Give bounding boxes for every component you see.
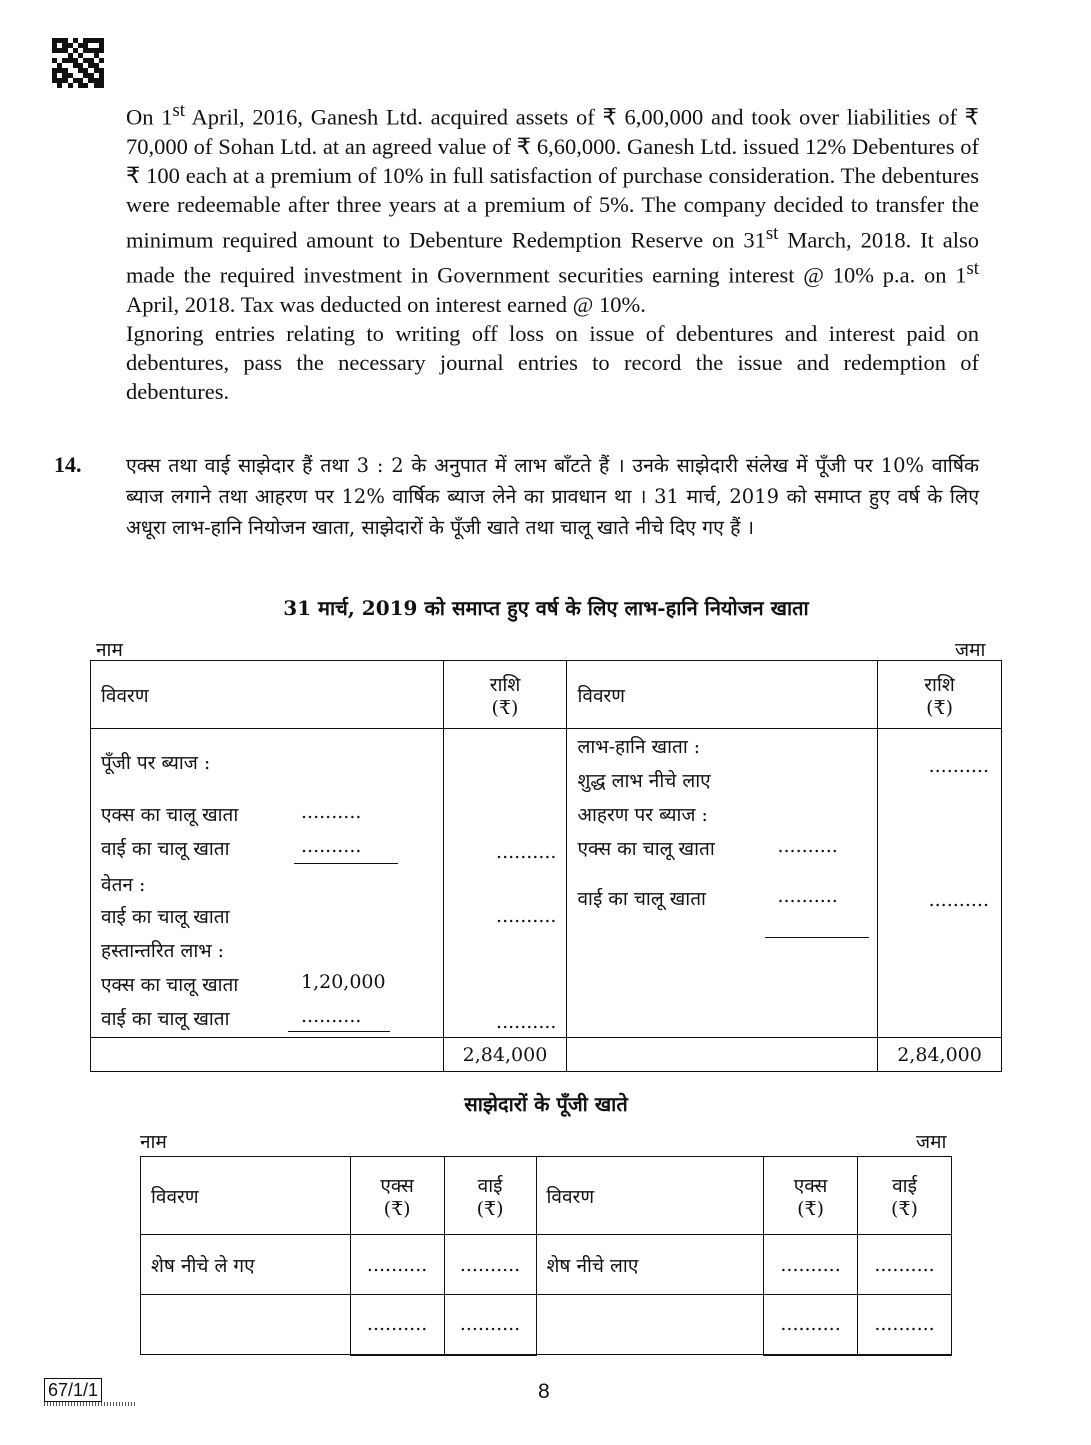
capital-accounts-table	[140, 1156, 952, 1356]
table-row	[141, 1235, 952, 1295]
drawings-subtotal: ..........	[928, 889, 989, 911]
transfer-x-label: एक्स का चालू खाता	[101, 974, 239, 996]
underline	[294, 863, 398, 864]
underline	[288, 1031, 390, 1032]
pl-account-title: 31 मार्च, 2019 को समाप्त हुए वर्ष के लिए लाभ-हानि नियोजन खाता	[283, 596, 809, 620]
q13-paragraph-2: Ignoring entries relating to writing off loss on issue of debentures and interest paid on debentures, pass the necessary journal entries to record the issue and redemption of debentures.	[126, 320, 979, 404]
header-particulars-left: विवरण	[91, 661, 444, 729]
header-y-right: वाई (₹)	[858, 1157, 952, 1235]
x-current-label: एक्स का चालू खाता	[101, 804, 239, 826]
salary-label: वेतन :	[101, 874, 146, 896]
y-current-amount: ..........	[301, 835, 362, 857]
balance-cd-y: ..........	[444, 1235, 536, 1295]
balance-cd-x: ..........	[350, 1235, 444, 1295]
header-y-left: वाई (₹)	[444, 1157, 536, 1235]
drawings-x-amount: ..........	[777, 835, 838, 857]
table-row	[141, 1295, 952, 1355]
blank-cell	[141, 1295, 351, 1355]
balance-bd-y: ..........	[858, 1235, 952, 1295]
left-total: 2,84,000	[443, 1038, 567, 1072]
transfer-y-amount: ..........	[301, 1005, 362, 1027]
net-profit-amount: ..........	[928, 755, 989, 777]
table-total-row	[91, 1038, 1002, 1072]
left-amount-cell	[443, 729, 567, 1038]
balance-bd-x: ..........	[764, 1235, 858, 1295]
transfer-y-label: वाई का चालू खाता	[101, 1008, 230, 1030]
drawings-y-label: वाई का चालू खाता	[577, 888, 706, 910]
question-13-text	[126, 96, 979, 406]
total-blank-right	[567, 1038, 878, 1072]
dr-label: नाम	[96, 639, 123, 661]
header-x-right: एक्स (₹)	[764, 1157, 858, 1235]
header-x-left: एक्स (₹)	[350, 1157, 444, 1235]
table-header-row	[91, 661, 1002, 729]
interest-on-drawings-label: आहरण पर ब्याज :	[577, 804, 708, 826]
total-x-left: ..........	[350, 1295, 444, 1355]
salary-y-label: वाई का चालू खाता	[101, 906, 230, 928]
q13-paragraph-1: On 1st April, 2016, Ganesh Ltd. acquired assets of ₹ 6,00,000 and took over liabilities of ₹ 70,000 of Sohan Ltd. at an agreed value of ₹ 6,60,000. Ganesh Ltd. issued 12% Debentures of ₹ 100 each at a premium of 10% in full satisfaction of purchase consideration. The debentures were redeemable after three years at a premium of 5%. The company decided to transfer the minimum required amount to Debenture Redemption Reserve on 31st March, 2018. It also made the required investment in Government securities earning interest @ 10% p.a. on 1st April, 2018. Tax was deducted on interest earned @ 10%.	[126, 100, 980, 317]
table-header-row	[141, 1157, 952, 1235]
blank-cell	[536, 1295, 764, 1355]
header-particulars-left: विवरण	[141, 1157, 351, 1235]
header-particulars-right: विवरण	[567, 661, 878, 729]
drawings-x-label: एक्स का चालू खाता	[577, 838, 715, 860]
balance-bd-label: शेष नीचे लाए	[536, 1235, 764, 1295]
header-particulars-right: विवरण	[536, 1157, 764, 1235]
code-barcode-strip	[44, 1402, 136, 1406]
question-number: 14.	[54, 452, 82, 477]
balance-cd-label: शेष नीचे ले गए	[141, 1235, 351, 1295]
page-number: 8	[538, 1380, 550, 1403]
right-particulars-cell	[567, 729, 878, 1038]
paper-code: 67/1/1	[44, 1378, 102, 1402]
question-14-text: एक्स तथा वाई साझेदार हैं तथा 3 : 2 के अनुपात में लाभ बाँटते हैं । उनके साझेदारी संलेख में पूँजी पर 10% वार्षिक ब्याज लगाने तथा आहरण पर 12% वार्षिक ब्याज लेने का प्रावधान था । 31 मार्च, 2019 को समाप्त हुए वर्ष के लिए अधूरा लाभ-हानि नियोजन खाता, साझेदारों के पूँजी खाते तथा चालू खाते नीचे दिए गए हैं ।	[126, 454, 979, 539]
pl-account-label: लाभ-हानि खाता :	[577, 736, 701, 758]
right-total: 2,84,000	[878, 1038, 1002, 1072]
transfer-x-amount: 1,20,000	[301, 971, 386, 993]
salary-amount: ..........	[496, 905, 557, 927]
transfer-subtotal: ..........	[496, 1011, 557, 1033]
dr-label: नाम	[140, 1131, 167, 1153]
qr-code	[52, 38, 104, 88]
total-y-right: ..........	[858, 1295, 952, 1355]
drawings-y-amount: ..........	[777, 885, 838, 907]
interest-subtotal: ..........	[496, 841, 557, 863]
total-y-left: ..........	[444, 1295, 536, 1355]
interest-on-capital-label: पूँजी पर ब्याज :	[101, 752, 211, 774]
header-amount-left: राशि (₹)	[443, 661, 567, 729]
cr-label: जमा	[916, 1131, 947, 1153]
total-x-right: ..........	[764, 1295, 858, 1355]
net-profit-label: शुद्ध लाभ नीचे लाए	[577, 770, 711, 792]
right-amount-cell	[878, 729, 1002, 1038]
y-current-label: वाई का चालू खाता	[101, 838, 230, 860]
total-blank-left	[91, 1038, 444, 1072]
table-body-row	[91, 729, 1002, 1038]
underline	[765, 937, 869, 938]
left-particulars-cell	[91, 729, 444, 1038]
cr-label: जमा	[955, 639, 986, 661]
x-current-amount: ..........	[301, 801, 362, 823]
profit-transferred-label: हस्तान्तरित लाभ :	[101, 940, 225, 962]
capital-accounts-title: साझेदारों के पूँजी खाते	[464, 1092, 628, 1116]
pl-appropriation-table	[90, 660, 1002, 1072]
header-amount-right: राशि (₹)	[878, 661, 1002, 729]
